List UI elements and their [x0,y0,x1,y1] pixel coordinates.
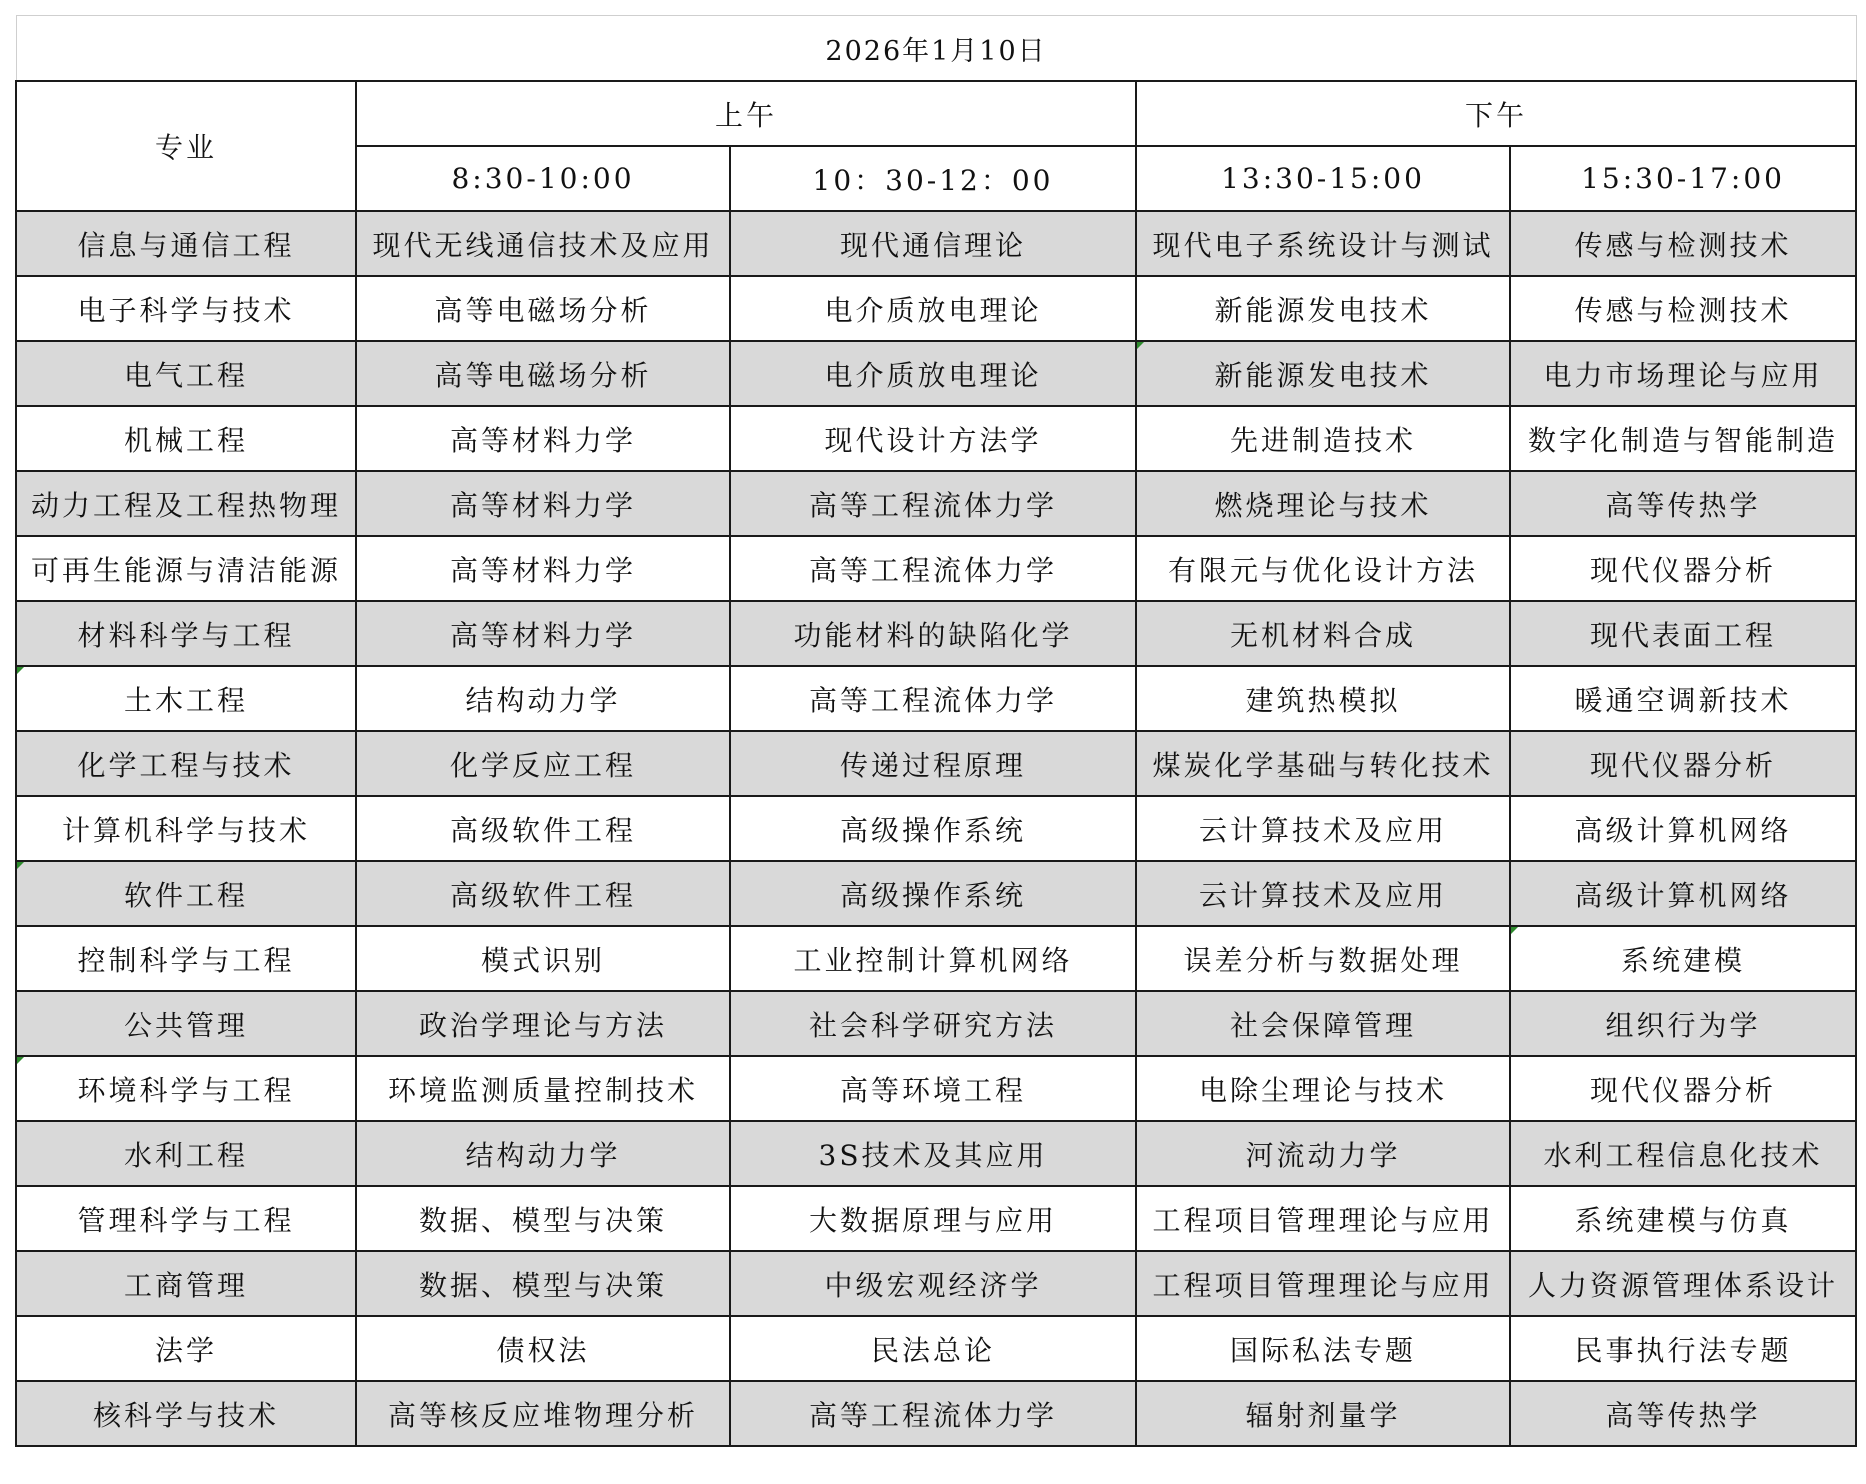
major-label: 环境科学与工程 [77,1073,295,1107]
course-cell[interactable] [730,536,1136,601]
course-cell[interactable] [730,991,1136,1056]
major-label: 电气工程 [123,358,248,392]
course-cell[interactable] [730,1316,1136,1381]
course-label: 误差分析与数据处理 [1183,943,1463,977]
course-label: 化学反应工程 [449,748,636,782]
major-cell[interactable] [16,1381,356,1446]
course-label: 现代仪器分析 [1590,1073,1777,1107]
course-label: 高等传热学 [1605,1398,1761,1432]
course-cell[interactable] [730,926,1136,991]
course-label: 新能源发电技术 [1214,358,1432,392]
major-label: 控制科学与工程 [77,943,295,977]
major-cell[interactable] [16,1316,356,1381]
course-cell[interactable] [730,861,1136,926]
exam-schedule-sheet [15,15,1855,1447]
course-label: 数字化制造与智能制造 [1528,423,1839,457]
major-cell[interactable] [16,341,356,406]
course-label: 3S技术及其应用 [818,1138,1048,1172]
course-label: 民法总论 [870,1333,995,1367]
major-cell[interactable] [16,731,356,796]
table-row [16,1186,1856,1251]
course-label: 先进制造技术 [1229,423,1416,457]
course-cell[interactable] [356,406,730,471]
course-label: 工业控制计算机网络 [793,943,1073,977]
course-label: 高级软件工程 [449,878,636,912]
major-label: 可再生能源与清洁能源 [30,553,341,587]
course-cell[interactable] [1136,796,1510,861]
course-cell[interactable] [1510,666,1856,731]
course-label: 现代表面工程 [1590,618,1777,652]
course-cell[interactable] [730,341,1136,406]
major-cell[interactable] [16,471,356,536]
course-label: 电介质放电理论 [824,293,1042,327]
major-cell[interactable] [16,796,356,861]
table-row [16,211,1856,276]
time-slot-header[interactable]: 8:30-10:00 [356,146,730,211]
table-row [16,601,1856,666]
course-label: 传感与检测技术 [1574,293,1792,327]
course-label: 高等工程流体力学 [808,683,1057,717]
table-row [16,1251,1856,1316]
course-label: 电力市场理论与应用 [1543,358,1823,392]
course-label: 现代电子系统设计与测试 [1152,228,1494,262]
course-label: 高等材料力学 [449,553,636,587]
course-label: 系统建模 [1621,943,1746,977]
course-label: 环境监测质量控制技术 [387,1073,698,1107]
course-label: 煤炭化学基础与转化技术 [1152,748,1494,782]
major-cell[interactable] [16,276,356,341]
course-cell[interactable] [356,276,730,341]
course-cell[interactable] [1136,666,1510,731]
course-cell[interactable] [356,926,730,991]
course-label: 传感与检测技术 [1574,228,1792,262]
course-label: 高等传热学 [1605,488,1761,522]
course-cell[interactable] [730,731,1136,796]
course-label: 工程项目管理理论与应用 [1152,1203,1494,1237]
course-label: 结构动力学 [465,1138,621,1172]
table-row [16,666,1856,731]
course-cell[interactable] [1510,341,1856,406]
course-cell[interactable] [356,1251,730,1316]
course-cell[interactable] [1510,211,1856,276]
course-cell[interactable] [356,731,730,796]
time-slot-header[interactable]: 10：30-12：00 [730,146,1136,211]
course-cell[interactable] [730,666,1136,731]
exam-schedule-table [15,15,1857,1447]
course-cell[interactable] [1510,1186,1856,1251]
course-label: 高等核反应堆物理分析 [387,1398,698,1432]
morning-header[interactable]: 上午 [356,81,1136,146]
course-cell[interactable] [1136,341,1510,406]
time-slot-header[interactable]: 13:30-15:00 [1136,146,1510,211]
course-cell[interactable] [1136,1381,1510,1446]
course-cell[interactable] [1136,471,1510,536]
major-label: 公共管理 [123,1008,248,1042]
course-cell[interactable] [1510,1316,1856,1381]
course-cell[interactable] [356,1186,730,1251]
course-label: 无机材料合成 [1229,618,1416,652]
course-cell[interactable] [730,211,1136,276]
course-cell[interactable] [730,1381,1136,1446]
course-cell[interactable] [1510,471,1856,536]
table-row [16,1316,1856,1381]
course-label: 社会保障管理 [1229,1008,1416,1042]
course-label: 燃烧理论与技术 [1214,488,1432,522]
course-cell[interactable] [730,601,1136,666]
course-label: 组织行为学 [1605,1008,1761,1042]
course-cell[interactable] [730,471,1136,536]
course-cell[interactable] [356,341,730,406]
major-column-header[interactable]: 专业 [16,81,356,211]
course-cell[interactable] [356,1056,730,1121]
major-cell[interactable] [16,406,356,471]
course-cell[interactable] [1136,731,1510,796]
course-cell[interactable] [1136,1056,1510,1121]
major-cell[interactable] [16,666,356,731]
afternoon-header[interactable]: 下午 [1136,81,1856,146]
course-cell[interactable] [730,1121,1136,1186]
schedule-body [16,211,1856,1446]
course-label: 云计算技术及应用 [1198,878,1447,912]
course-label: 高等工程流体力学 [808,488,1057,522]
major-label: 动力工程及工程热物理 [30,488,341,522]
course-label: 数据、模型与决策 [418,1203,667,1237]
table-row [16,536,1856,601]
comment-marker-icon [1137,342,1144,349]
course-cell[interactable] [1510,406,1856,471]
major-cell[interactable] [16,1186,356,1251]
major-label: 材料科学与工程 [77,618,295,652]
course-label: 社会科学研究方法 [808,1008,1057,1042]
major-label: 水利工程 [123,1138,248,1172]
major-cell[interactable] [16,926,356,991]
course-cell[interactable] [730,1186,1136,1251]
course-cell[interactable] [1510,926,1856,991]
major-cell[interactable] [16,1056,356,1121]
course-cell[interactable] [356,211,730,276]
course-cell[interactable] [356,1121,730,1186]
course-label: 高等工程流体力学 [808,553,1057,587]
course-cell[interactable] [1136,1251,1510,1316]
course-label: 结构动力学 [465,683,621,717]
course-label: 高等材料力学 [449,488,636,522]
major-label: 电子科学与技术 [77,293,295,327]
course-cell[interactable] [1136,1186,1510,1251]
course-label: 现代设计方法学 [824,423,1042,457]
course-label: 高级软件工程 [449,813,636,847]
course-label: 暖通空调新技术 [1574,683,1792,717]
major-label: 核科学与技术 [92,1398,279,1432]
course-label: 高等材料力学 [449,423,636,457]
date-title[interactable]: 2026年1月10日 [16,16,1856,82]
course-label: 传递过程原理 [839,748,1026,782]
course-label: 高等材料力学 [449,618,636,652]
table-row [16,861,1856,926]
course-cell[interactable] [356,536,730,601]
major-label: 信息与通信工程 [77,228,295,262]
major-cell[interactable] [16,1121,356,1186]
major-cell[interactable] [16,991,356,1056]
course-cell[interactable] [1136,211,1510,276]
course-cell[interactable] [1510,1056,1856,1121]
table-row [16,1381,1856,1446]
major-label: 机械工程 [123,423,248,457]
course-label: 系统建模与仿真 [1574,1203,1792,1237]
course-label: 民事执行法专题 [1574,1333,1792,1367]
table-row [16,1056,1856,1121]
course-cell[interactable] [730,796,1136,861]
course-cell[interactable] [1136,1121,1510,1186]
course-cell[interactable] [1510,991,1856,1056]
course-cell[interactable] [1510,536,1856,601]
major-label: 工商管理 [123,1268,248,1302]
course-label: 中级宏观经济学 [824,1268,1042,1302]
course-label: 建筑热模拟 [1245,683,1401,717]
course-cell[interactable] [1136,536,1510,601]
table-row [16,991,1856,1056]
course-label: 辐射剂量学 [1245,1398,1401,1432]
course-cell[interactable] [1510,1121,1856,1186]
course-label: 水利工程信息化技术 [1543,1138,1823,1172]
table-row [16,471,1856,536]
major-cell[interactable] [16,601,356,666]
course-label: 债权法 [496,1333,590,1367]
course-cell[interactable] [356,1381,730,1446]
table-row [16,276,1856,341]
table-row [16,796,1856,861]
course-cell[interactable] [730,276,1136,341]
course-label: 电除尘理论与技术 [1198,1073,1447,1107]
course-cell[interactable] [1136,1316,1510,1381]
course-label: 高等电磁场分析 [434,358,652,392]
course-label: 云计算技术及应用 [1198,813,1447,847]
course-label: 数据、模型与决策 [418,1268,667,1302]
course-label: 现代通信理论 [839,228,1026,262]
major-cell[interactable] [16,211,356,276]
course-cell[interactable] [1510,796,1856,861]
course-label: 国际私法专题 [1229,1333,1416,1367]
table-row [16,341,1856,406]
course-label: 新能源发电技术 [1214,293,1432,327]
course-label: 功能材料的缺陷化学 [793,618,1073,652]
course-label: 政治学理论与方法 [418,1008,667,1042]
course-label: 高级计算机网络 [1574,813,1792,847]
course-label: 人力资源管理体系设计 [1528,1268,1839,1302]
course-cell[interactable] [1136,991,1510,1056]
course-label: 电介质放电理论 [824,358,1042,392]
course-cell[interactable] [1510,276,1856,341]
table-row [16,926,1856,991]
course-label: 大数据原理与应用 [808,1203,1057,1237]
course-label: 模式识别 [480,943,605,977]
table-row [16,406,1856,471]
course-cell[interactable] [356,861,730,926]
course-label: 现代无线通信技术及应用 [372,228,714,262]
course-cell[interactable] [356,666,730,731]
course-cell[interactable] [1136,861,1510,926]
course-cell[interactable] [1510,1251,1856,1316]
major-label: 法学 [154,1333,217,1367]
course-label: 高等工程流体力学 [808,1398,1057,1432]
course-label: 河流动力学 [1245,1138,1401,1172]
course-label: 有限元与优化设计方法 [1167,553,1478,587]
course-label: 高等电磁场分析 [434,293,652,327]
major-label: 软件工程 [123,878,248,912]
comment-marker-icon [17,862,24,869]
major-cell[interactable] [16,1251,356,1316]
comment-marker-icon [1511,927,1518,934]
time-slot-header[interactable]: 15:30-17:00 [1510,146,1856,211]
major-label: 化学工程与技术 [77,748,295,782]
major-label: 计算机科学与技术 [61,813,310,847]
course-label: 现代仪器分析 [1590,748,1777,782]
course-cell[interactable] [1510,1381,1856,1446]
course-label: 现代仪器分析 [1590,553,1777,587]
course-label: 高级操作系统 [839,813,1026,847]
course-cell[interactable] [356,796,730,861]
comment-marker-icon [17,1057,24,1064]
course-cell[interactable] [356,471,730,536]
date-title-row [16,16,1856,82]
course-label: 高级计算机网络 [1574,878,1792,912]
comment-marker-icon [17,667,24,674]
course-cell[interactable] [1510,601,1856,666]
major-cell[interactable] [16,861,356,926]
major-label: 土木工程 [123,683,248,717]
course-label: 高级操作系统 [839,878,1026,912]
course-cell[interactable] [1136,406,1510,471]
course-cell[interactable] [1136,926,1510,991]
course-cell[interactable] [730,406,1136,471]
course-cell[interactable] [1136,601,1510,666]
course-cell[interactable] [1510,861,1856,926]
major-label: 管理科学与工程 [77,1203,295,1237]
course-cell[interactable] [730,1056,1136,1121]
major-cell[interactable] [16,536,356,601]
period-header-row [16,81,1856,146]
table-row [16,731,1856,796]
course-cell[interactable] [730,1251,1136,1316]
course-label: 工程项目管理理论与应用 [1152,1268,1494,1302]
course-cell[interactable] [356,991,730,1056]
course-cell[interactable] [1136,276,1510,341]
table-row [16,1121,1856,1186]
course-cell[interactable] [356,601,730,666]
course-label: 高等环境工程 [839,1073,1026,1107]
course-cell[interactable] [1510,731,1856,796]
course-cell[interactable] [356,1316,730,1381]
